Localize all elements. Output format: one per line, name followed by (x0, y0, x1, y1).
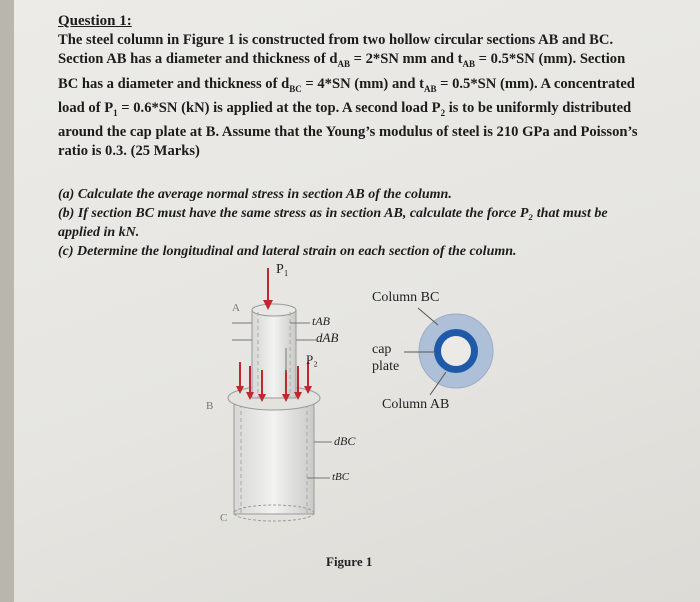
body-line-4a: load of P (58, 99, 114, 116)
column-ab-top (252, 304, 296, 316)
figure-caption: Figure 1 (326, 554, 373, 569)
body-line-4b: = 0.6*SN (kN) is applied at the top. A second load P (117, 99, 441, 116)
body-line-2a: Section AB has a diameter and thickness of d (58, 51, 338, 68)
question-title: Question 1: (58, 13, 132, 29)
column-bc-body (234, 404, 314, 514)
body-line-2c: = 0.5*SN (mm). Section (475, 51, 626, 68)
d-ab-label: dAB (316, 330, 339, 345)
body-line-2b: = 2*SN mm and t (350, 51, 463, 68)
sub-ab-3: AB (423, 83, 437, 94)
sub-ab-1: AB (337, 59, 350, 70)
sub-ab-2: AB (462, 59, 476, 70)
sub-1: 1 (113, 107, 118, 118)
sub-2: 2 (440, 107, 446, 118)
part-a: (a) Calculate the average normal stress in section AB of the column. (58, 187, 452, 203)
body-line-1: The steel column in Figure 1 is constructed from two hollow circular sections AB and BC. (58, 32, 614, 49)
sub-bc: BC (289, 83, 302, 94)
point-b-label: B (206, 400, 214, 412)
body-line-3c: = 0.5*SN (mm). A concentrated (436, 75, 635, 92)
d-bc-label: dBC (334, 434, 356, 448)
column-ab-ring-inner (441, 336, 471, 366)
cap-label: cap (372, 342, 392, 357)
column-ab-body (252, 310, 296, 398)
p1-label: P₁ (276, 262, 289, 277)
point-a-label: A (232, 302, 240, 314)
cross-section (404, 308, 493, 395)
p2-label: P₂ (306, 352, 318, 367)
t-bc-label: tBC (332, 471, 350, 483)
body-line-6: ratio is 0.3. (58, 142, 127, 159)
column-ab-label: Column AB (382, 397, 450, 412)
plate-label: plate (372, 359, 400, 374)
point-c-label: C (220, 512, 228, 524)
part-b: (b) If section BC must have the same stress as in section AB, calculate the force P₂ that must be applied in kN. (58, 206, 608, 241)
body-line-3a: BC has a diameter and thickness of d (58, 75, 290, 92)
body-line-3b: = 4*SN (mm) and t (301, 75, 424, 92)
t-ab-label: tAB (312, 314, 330, 328)
body-line-5: around the cap plate at B. Assume that the Young’s modulus of steel is 210 GPa and Poisson’s (58, 123, 638, 140)
column-bc-label: Column BC (372, 290, 440, 305)
marks: (25 Marks) (130, 142, 200, 159)
part-c: (c) Determine the longitudinal and lateral strain on each section of the column. (58, 244, 517, 260)
body-line-4c: is to be uniformly distributed (445, 99, 632, 116)
